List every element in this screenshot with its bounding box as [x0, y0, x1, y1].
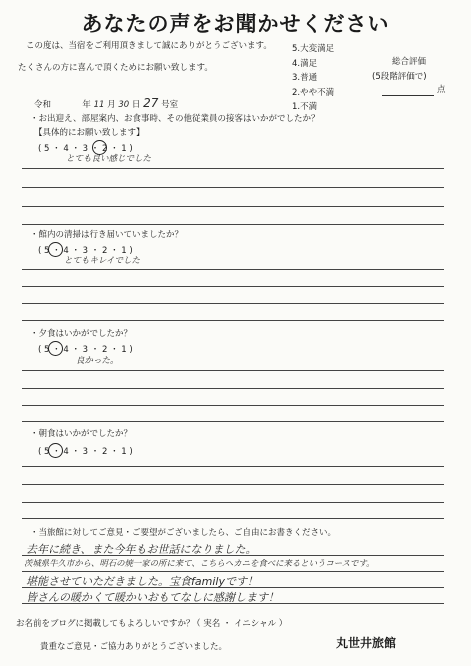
date-day-unit: 日	[131, 100, 141, 110]
q3-line	[22, 405, 444, 406]
room-number: 27	[143, 96, 159, 110]
rating-legend	[292, 42, 334, 115]
comment-line-3: 堪能させていただきました。宝食familyです！	[26, 575, 258, 588]
room-unit: 号室	[161, 100, 179, 110]
comment-rule	[22, 587, 444, 588]
overall-sub: (5段階評価で)	[372, 72, 427, 82]
q1-line	[22, 187, 444, 188]
q4-line	[22, 518, 444, 519]
q2-line	[22, 286, 444, 287]
q2-question: ・館内の清掃は行き届いていましたか？	[30, 230, 184, 240]
overall-unit: 点	[437, 85, 446, 95]
q4-line	[22, 484, 444, 485]
q1-answer: とても良い感じでした	[66, 154, 152, 164]
q2-selected-circle	[48, 242, 63, 257]
q4-question: ・朝食はいかがでしたか？	[30, 429, 133, 439]
legend-2: 2.やや不満	[292, 87, 335, 98]
q1-question: ・お出迎え、部屋案内、お食事時、その他従業員の接客はいかがでしたか？	[30, 114, 320, 124]
date-row	[34, 97, 178, 111]
comments-prompt: ・当旅館に対してご意見・ご要望がございましたら、ご自由にお書きください。	[30, 528, 337, 538]
q3-selected-circle	[48, 341, 63, 356]
q4-selected-circle	[48, 443, 63, 458]
intro-line-1: この度は、当宿をご利用頂きまして誠にありがとうございます。	[26, 41, 272, 51]
q1-line	[22, 168, 444, 169]
q3-answer: 良かった。	[76, 356, 119, 366]
legend-5: 5.大変満足	[292, 44, 335, 54]
q3-line	[22, 421, 444, 422]
comment-rule	[22, 555, 444, 556]
q1-detail-label: 【具体的にお願い致します】	[34, 128, 145, 138]
comment-rule	[22, 603, 444, 604]
comment-line-2: 茨城県牛久市から、明石の焼一家の所に来て、こちらへカニを食べに来るというコースです。	[24, 558, 375, 568]
q2-line	[22, 269, 444, 270]
intro-line-2: たくさんの方に喜んで頂くためにお願い致します。	[18, 63, 213, 73]
comment-line-1: 去年に続き、また今年もお世話になりました。	[26, 543, 257, 556]
date-month-unit: 月	[107, 100, 116, 110]
date-era: 令和	[34, 100, 52, 110]
blog-options[interactable]: （ 実名 ・ イニシャル ）	[192, 619, 288, 629]
overall-label: 総合評価	[392, 57, 427, 67]
q2-answer: とてもキレイでした	[64, 256, 140, 266]
q3-scale[interactable]: ( 5 ・ 4 ・ 3 ・ 2 ・ 1 )	[38, 345, 133, 355]
inn-name: 丸世井旅館	[336, 636, 397, 650]
legend-1: 1.不満	[292, 102, 318, 112]
date-day: 30	[118, 100, 130, 110]
q1-scale[interactable]: ( 5 ・ 4 ・ 3 ・ 2 ・ 1 )	[38, 144, 133, 154]
q4-scale[interactable]: ( 5 ・ 4 ・ 3 ・ 2 ・ 1 )	[38, 447, 133, 457]
q4-line	[22, 502, 444, 503]
q4-line	[22, 466, 444, 467]
footer-thanks: 貴重なご意見・ご協力ありがとうございました。	[40, 642, 228, 652]
q3-question: ・夕食はいかがでしたか？	[30, 329, 133, 339]
q3-line	[22, 370, 444, 371]
blog-question: お名前をブログに掲載してもよろしいですか？	[16, 619, 195, 629]
q2-scale[interactable]: ( 5 ・ 4 ・ 3 ・ 2 ・ 1 )	[38, 246, 133, 256]
overall-score-line[interactable]	[382, 95, 434, 96]
q2-line	[22, 320, 444, 321]
date-month: 11	[93, 100, 105, 110]
q1-line	[22, 206, 444, 207]
q3-line	[22, 388, 444, 389]
comment-rule	[22, 571, 444, 572]
legend-4: 4.満足	[292, 58, 318, 69]
comment-line-4: 皆さんの暖かくて暖かいおもてなしに感謝します！	[26, 591, 279, 604]
date-year-unit: 年	[82, 100, 91, 110]
q2-line	[22, 303, 444, 304]
q1-line	[22, 224, 444, 225]
form-title: あなたの声をお聞かせください	[81, 12, 390, 36]
legend-3: 3.普通	[292, 73, 318, 83]
